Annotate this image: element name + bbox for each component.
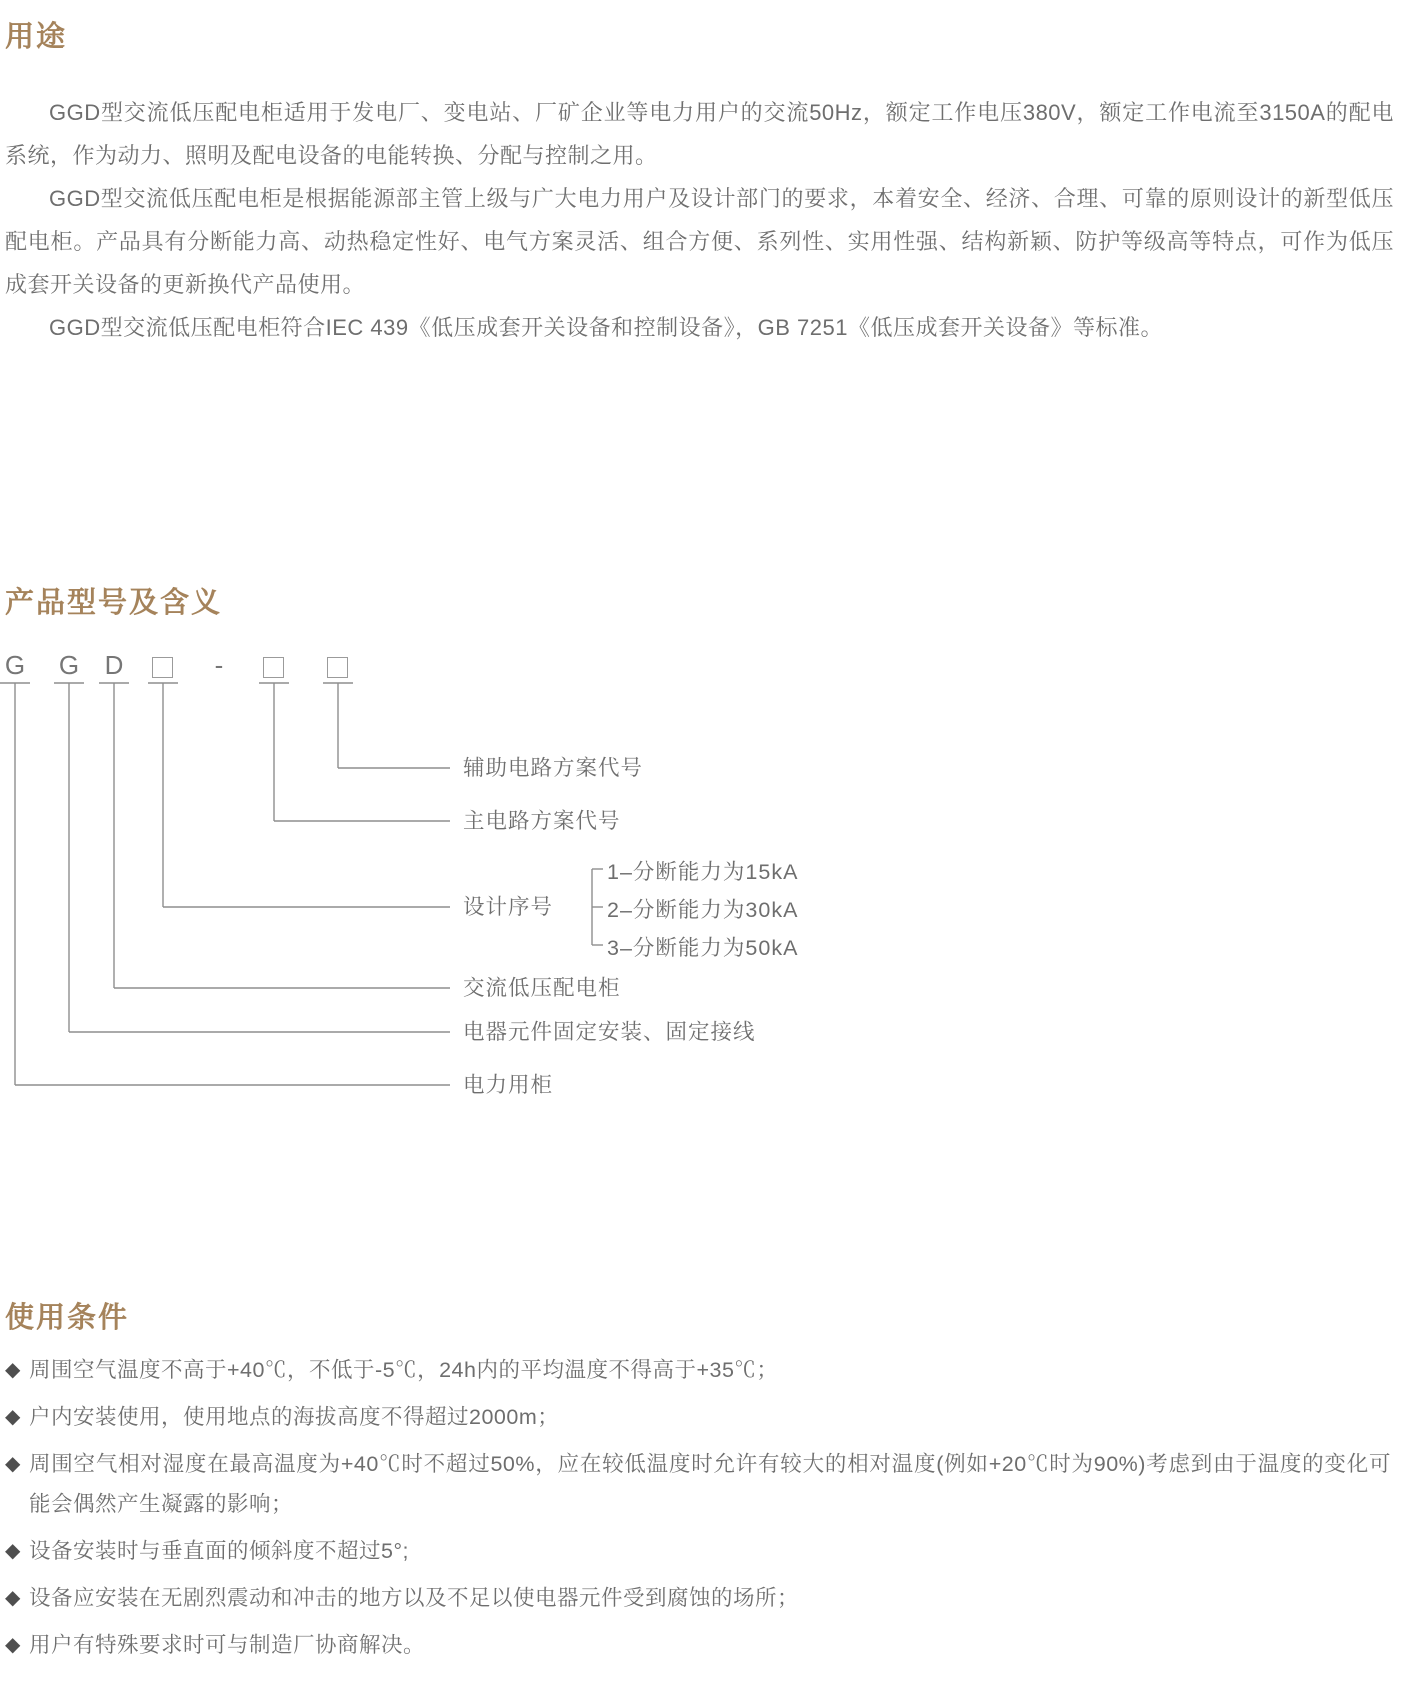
- condition-text: 周围空气相对湿度在最高温度为+40℃时不超过50%，应在较低温度时允许有较大的相对温度(例如+20℃时为90%)考虑到由于温度的变化可能会偶然产生凝露的影响；: [29, 1452, 1391, 1516]
- condition-text: 设备安装时与垂直面的倾斜度不超过5°;: [29, 1539, 410, 1563]
- condition-item: [5, 1397, 1391, 1437]
- label-design-serial: 设计序号: [463, 895, 554, 919]
- diamond-bullet-icon: ◆: [5, 1634, 21, 1656]
- condition-item: [5, 1625, 1391, 1665]
- label-main-circuit: 主电路方案代号: [463, 809, 621, 833]
- model-code-diagram: [0, 640, 1403, 1140]
- diamond-bullet-icon: ◆: [5, 1587, 21, 1609]
- usage-paragraph-3: GGD型交流低压配电柜符合IEC 439《低压成套开关设备和控制设备》，GB 7251《低压成套开关设备》等标准。: [49, 315, 1163, 340]
- label-design-option-3: 3–分断能力为50kA: [607, 936, 799, 960]
- condition-item: [5, 1578, 1391, 1618]
- diamond-bullet-icon: ◆: [5, 1406, 21, 1428]
- conditions-list: [5, 1350, 1391, 1672]
- label-power-cabinet: 电力用柜: [463, 1073, 554, 1097]
- section-heading-model: 产品型号及含义: [5, 587, 223, 619]
- label-ac-cabinet: 交流低压配电柜: [463, 976, 621, 1000]
- condition-text: 户内安装使用，使用地点的海拔高度不得超过2000m；: [29, 1405, 560, 1429]
- code-letter-g2: G: [58, 650, 80, 680]
- label-fixed-mount: 电器元件固定安装、固定接线: [463, 1020, 756, 1044]
- code-box-design-serial: [152, 657, 173, 678]
- code-dash: -: [214, 650, 224, 680]
- condition-text: 设备应安装在无剧烈震动和冲击的地方以及不足以使电器元件受到腐蚀的场所；: [29, 1586, 800, 1610]
- label-design-option-1: 1–分断能力为15kA: [607, 860, 799, 884]
- usage-paragraph-2: GGD型交流低压配电柜是根据能源部主管上级与广大电力用户及设计部门的要求，本着安全、经济、合理、可靠的原则设计的新型低压配电柜。产品具有分断能力高、动热稳定性好、电气方案灵活、组合方便、系列性、实用性强、结构新颖、防护等级高等特点，可作为低压成套开关设备的更新换代产品使用。: [5, 186, 1394, 297]
- label-aux-circuit: 辅助电路方案代号: [463, 756, 644, 780]
- code-box-aux-circuit: [327, 657, 348, 678]
- diagram-lines: [0, 640, 1403, 1140]
- condition-item: [5, 1350, 1391, 1390]
- condition-item: [5, 1531, 1391, 1571]
- label-design-option-2: 2–分断能力为30kA: [607, 898, 799, 922]
- condition-item: [5, 1444, 1391, 1524]
- code-box-main-circuit: [263, 657, 284, 678]
- condition-text: 周围空气温度不高于+40℃，不低于-5℃，24h内的平均温度不得高于+35℃；: [29, 1358, 779, 1382]
- diamond-bullet-icon: ◆: [5, 1359, 21, 1381]
- section-usage: [5, 20, 1394, 349]
- diamond-bullet-icon: ◆: [5, 1540, 21, 1562]
- diamond-bullet-icon: ◆: [5, 1453, 21, 1475]
- condition-text: 用户有特殊要求时可与制造厂协商解决。: [29, 1633, 426, 1657]
- code-letter-d: D: [104, 650, 124, 680]
- section-heading-conditions: 使用条件: [5, 1302, 130, 1334]
- code-letter-g1: G: [4, 650, 26, 680]
- usage-paragraph-1: GGD型交流低压配电柜适用于发电厂、变电站、厂矿企业等电力用户的交流50Hz，额定工作电压380V，额定工作电流至3150A的配电系统，作为动力、照明及配电设备的电能转换、分配与控制之用。: [5, 100, 1394, 168]
- section-heading-usage: 用途: [5, 21, 68, 53]
